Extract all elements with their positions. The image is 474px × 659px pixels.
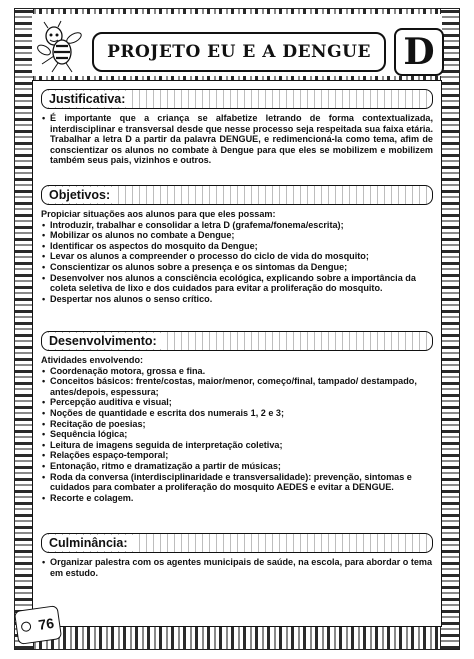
tag-hole-icon xyxy=(20,621,31,632)
list-item: • Identificar os aspectos do mosquito da Dengue; xyxy=(41,241,433,252)
section-objetivos xyxy=(41,185,433,304)
list-item: • Recitação de poesias; xyxy=(41,419,433,430)
section-heading-justificativa xyxy=(41,89,433,109)
section-title: Justificativa: xyxy=(47,91,131,107)
border-right-stripes xyxy=(440,9,459,649)
section-culminancia xyxy=(41,533,433,578)
page-header xyxy=(32,14,442,76)
page-number: 76 xyxy=(37,614,55,633)
list-item: • Mobilizar os alunos no combate a Dengue; xyxy=(41,230,433,241)
content-panel xyxy=(32,80,442,627)
list-item: • Levar os alunos a compreender o processo do ciclo de vida do mosquito; xyxy=(41,251,433,262)
list-item: • Desenvolver nos alunos a consciência ecológica, explicando sobre a importância da coleta seletiva de lixo e dos cuidados para evitar a proliferação do mosquito. xyxy=(41,273,433,294)
letter-badge xyxy=(394,28,444,76)
page-title: PROJETO EU E A DENGUE xyxy=(107,42,371,62)
list-item: • Recorte e colagem. xyxy=(41,493,433,504)
letter-d: D xyxy=(403,31,435,73)
list-item: • Introduzir, trabalhar e consolidar a letra D (grafema/fonema/escrita); xyxy=(41,220,433,231)
list-item: • Roda da conversa (interdisciplinaridade e transversalidade): prevenção, sintomas e cuidados para combater a proliferação do mosquito AEDES e evitar a DENGUE. xyxy=(41,472,433,493)
list-item: • Sequência lógica; xyxy=(41,429,433,440)
section-body xyxy=(41,557,433,578)
list-item: • Noções de quantidade e escrita dos numerais 1, 2 e 3; xyxy=(41,408,433,419)
list-item: • É importante que a criança se alfabetize letrando de forma contextualizada, interdisciplinar e transversal desde que nesse processo seja respeitada sua faixa etária. Trabalhar a letra D a partir da palavra DENGUE, e redimencioná-la como tema, afim de conscientizar os alunos no combate à Dengue para que eles se mobilizem e mobilizem também seus pais, vizinhos e outros. xyxy=(41,113,433,166)
list-item: • Percepção auditiva e visual; xyxy=(41,397,433,408)
section-title: Desenvolvimento: xyxy=(47,333,163,349)
list-item: • Despertar nos alunos o senso crítico. xyxy=(41,294,433,305)
list-item: • Organizar palestra com os agentes municipais de saúde, na escola, para abordar o tema em estudo. xyxy=(41,557,433,578)
section-body xyxy=(41,355,433,503)
list-item: • Conceitos básicos: frente/costas, maior/menor, começo/final, tampado/ destampado, antes/depois, espessura; xyxy=(41,376,433,397)
mosquito-mascot-icon xyxy=(34,20,88,74)
list-item: • Leitura de imagens seguida de interpretação coletiva; xyxy=(41,440,433,451)
list-item: • Conscientizar os alunos sobre a presença e os sintomas da Dengue; xyxy=(41,262,433,273)
section-justificativa xyxy=(41,89,433,166)
list-item: • Relações espaço-temporal; xyxy=(41,450,433,461)
section-title: Culminância: xyxy=(47,535,134,551)
title-box xyxy=(92,32,386,72)
section-body xyxy=(41,209,433,304)
page-number-tag xyxy=(14,605,62,645)
list-item: • Coordenação motora, grossa e fina. xyxy=(41,366,433,377)
list-item: • Entonação, ritmo e dramatização a partir de músicas; xyxy=(41,461,433,472)
section-intro: Atividades envolvendo: xyxy=(41,355,144,365)
section-desenvolvimento xyxy=(41,331,433,503)
section-heading-objetivos xyxy=(41,185,433,205)
section-body xyxy=(41,113,433,166)
section-title: Objetivos: xyxy=(47,187,116,203)
section-heading-culminancia xyxy=(41,533,433,553)
section-intro: Propiciar situações aos alunos para que eles possam: xyxy=(41,209,276,219)
section-heading-desenvolvimento xyxy=(41,331,433,351)
